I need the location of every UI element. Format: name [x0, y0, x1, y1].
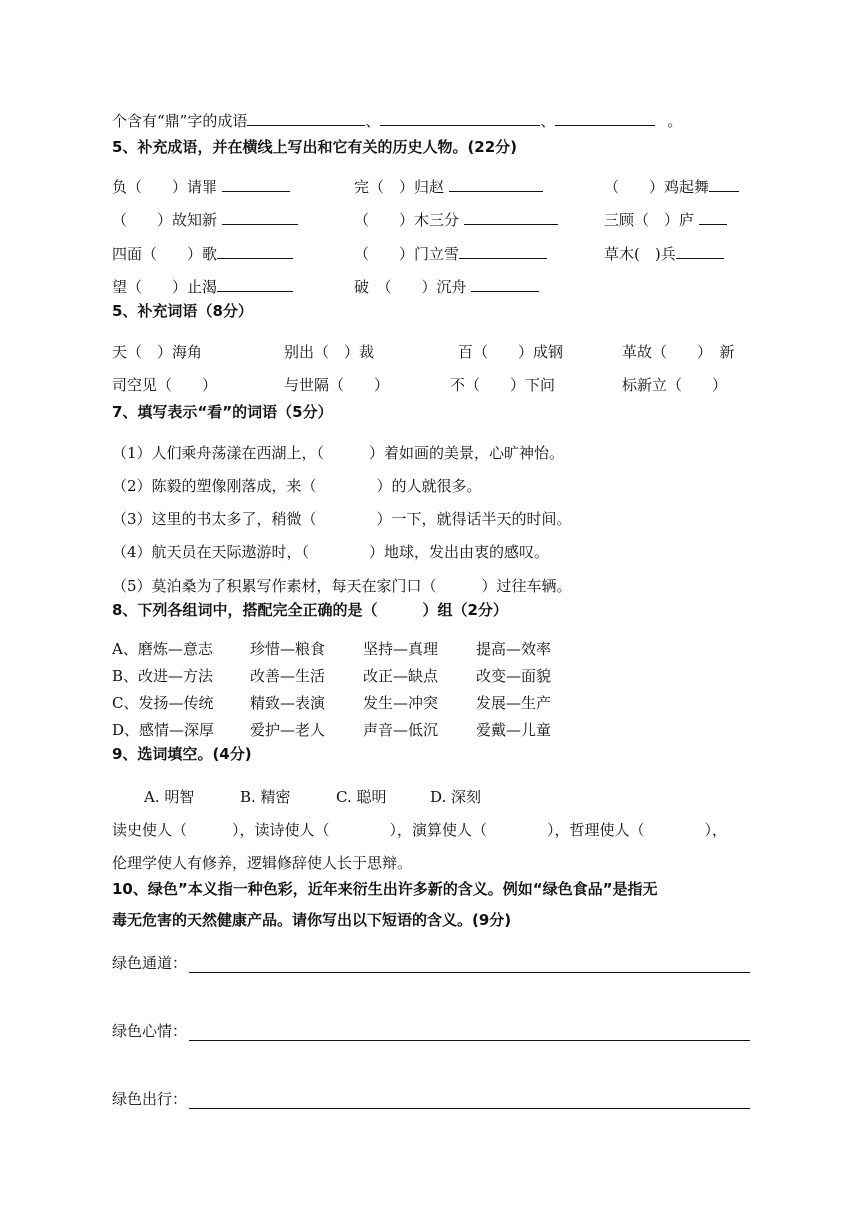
q5b-item: 天（ ）海角	[112, 343, 203, 361]
q4-end: 。	[667, 112, 683, 130]
q7-item: （2）陈毅的塑像刚落成，来（ ）的人就很多。	[112, 477, 482, 495]
q5a-blank[interactable]	[699, 209, 727, 225]
q5b-item: 司空见（ ）	[112, 376, 218, 394]
q5a-item: （ ）鸡起舞	[604, 176, 739, 197]
q5a-heading: 5、补充成语，并在横线上写出和它有关的历史人物。(22分)	[112, 138, 518, 156]
q8-cell: 声音—低沉	[363, 721, 439, 739]
q8-cell: 爱护—老人	[250, 721, 326, 739]
q5a-blank[interactable]	[217, 243, 293, 259]
q7-item: （3）这里的书太多了，稍微（ ）一下，就得话半天的时间。	[112, 510, 572, 528]
q7-item: （5）莫泊桑为了积累写作素材，每天在家门口（ ）过往车辆。	[112, 577, 572, 595]
q5a-blank[interactable]	[709, 176, 739, 192]
q8-cell: 精致—表演	[250, 694, 326, 712]
q5a-item: 三顾（ ）庐	[604, 209, 727, 230]
q5a-blank[interactable]	[217, 276, 293, 292]
q5a-blank[interactable]	[676, 243, 724, 259]
q8-cell: 提高—效率	[476, 640, 552, 658]
q5a-item: 草木( )兵	[604, 243, 724, 264]
q8-option-a: A、磨炼—意志	[112, 640, 213, 658]
q9-option: C. 聪明	[336, 788, 387, 806]
q8-cell: 坚持—真理	[363, 640, 439, 658]
q5b-heading: 5、补充词语（8分）	[112, 302, 253, 320]
q8-option-b: B、改进—方法	[112, 667, 214, 685]
q4-prompt: 个含有“鼎”字的成语	[112, 112, 248, 130]
q5a-blank[interactable]	[464, 209, 558, 225]
q9-option: D. 深刻	[430, 788, 482, 806]
q5a-item: 望（ ）止渴	[112, 276, 293, 297]
q5b-item: 百（ ）成钢	[458, 343, 564, 361]
q5a-blank[interactable]	[222, 176, 290, 192]
q9-option: A. 明智	[144, 788, 195, 806]
q10-answer-line[interactable]	[189, 958, 750, 973]
q5b-item: 标新立（ ）	[622, 376, 728, 394]
q5a-blank[interactable]	[449, 176, 543, 192]
q10-prompt: 绿色出行：	[112, 1090, 188, 1108]
q8-option-c: C、发扬—传统	[112, 694, 214, 712]
q9-line-2: 伦理学使人有修养，逻辑修辞使人长于思辩。	[112, 854, 413, 872]
q4-blank-3[interactable]	[555, 110, 655, 126]
q7-item: （4）航天员在天际遨游时，（ ）地球，发出由衷的感叹。	[112, 543, 550, 561]
q8-cell: 爱戴—儿童	[476, 721, 552, 739]
q5a-item: （ ）木三分	[354, 209, 558, 230]
q9-line-1: 读史使人（ ），读诗使人（ ），演算使人（ ），哲理使人（ ），	[112, 821, 728, 839]
q10-heading-1: 10、绿色”本义指一种色彩，近年来衍生出许多新的含义。例如“绿色食品”是指无	[112, 880, 658, 898]
q9-option: B. 精密	[240, 788, 291, 806]
q5a-blank[interactable]	[459, 243, 547, 259]
q10-answer-line[interactable]	[189, 1094, 750, 1109]
q5b-item: 别出（ ）裁	[284, 343, 375, 361]
q10-answer-row	[112, 1019, 750, 1041]
q8-cell: 改正—缺点	[363, 667, 439, 685]
q4-blank-1[interactable]	[247, 110, 365, 126]
q5a-blank[interactable]	[222, 209, 298, 225]
q4-sep-1: 、	[365, 112, 381, 130]
q5b-item: 革故（ ） 新	[622, 343, 735, 361]
q5b-item: 不（ ）下问	[450, 376, 556, 394]
q7-item: （1）人们乘舟荡漾在西湖上，（ ）着如画的美景，心旷神怡。	[112, 444, 565, 462]
q4-tail-line	[112, 110, 682, 131]
q5b-item: 与世隔（ ）	[284, 376, 390, 394]
q7-heading: 7、填写表示“看”的词语（5分）	[112, 403, 333, 421]
q10-prompt: 绿色心情：	[112, 1022, 188, 1040]
q5a-item: 负（ ）请罪	[112, 176, 290, 197]
q5a-blank[interactable]	[471, 276, 539, 292]
q4-blank-2[interactable]	[380, 110, 540, 126]
q10-answer-row	[112, 1087, 750, 1109]
q8-cell: 珍惜—粮食	[250, 640, 326, 658]
q10-prompt: 绿色通道：	[112, 954, 188, 972]
q5a-item: 破 （ ）沉舟	[354, 276, 539, 297]
q8-cell: 发展—生产	[476, 694, 552, 712]
q4-sep-2: 、	[540, 112, 556, 130]
q5a-item: 四面（ ）歌	[112, 243, 293, 264]
q8-heading: 8、下列各组词中，搭配完全正确的是（ ）组（2分）	[112, 601, 508, 619]
q8-cell: 改善—生活	[250, 667, 326, 685]
q8-option-d: D、感情—深厚	[112, 721, 215, 739]
q10-answer-line[interactable]	[189, 1026, 750, 1041]
q9-heading: 9、选词填空。(4分)	[112, 745, 252, 763]
q10-heading-2: 毒无危害的天然健康产品。请你写出以下短语的含义。(9分)	[112, 911, 512, 929]
q8-cell: 改变—面貌	[476, 667, 552, 685]
q5a-item: （ ）故知新	[112, 209, 298, 230]
q10-answer-row	[112, 951, 750, 973]
q5a-item: 完（ ）归赵	[354, 176, 543, 197]
q5a-item: （ ）门立雪	[354, 243, 547, 264]
q8-cell: 发生—冲突	[363, 694, 439, 712]
